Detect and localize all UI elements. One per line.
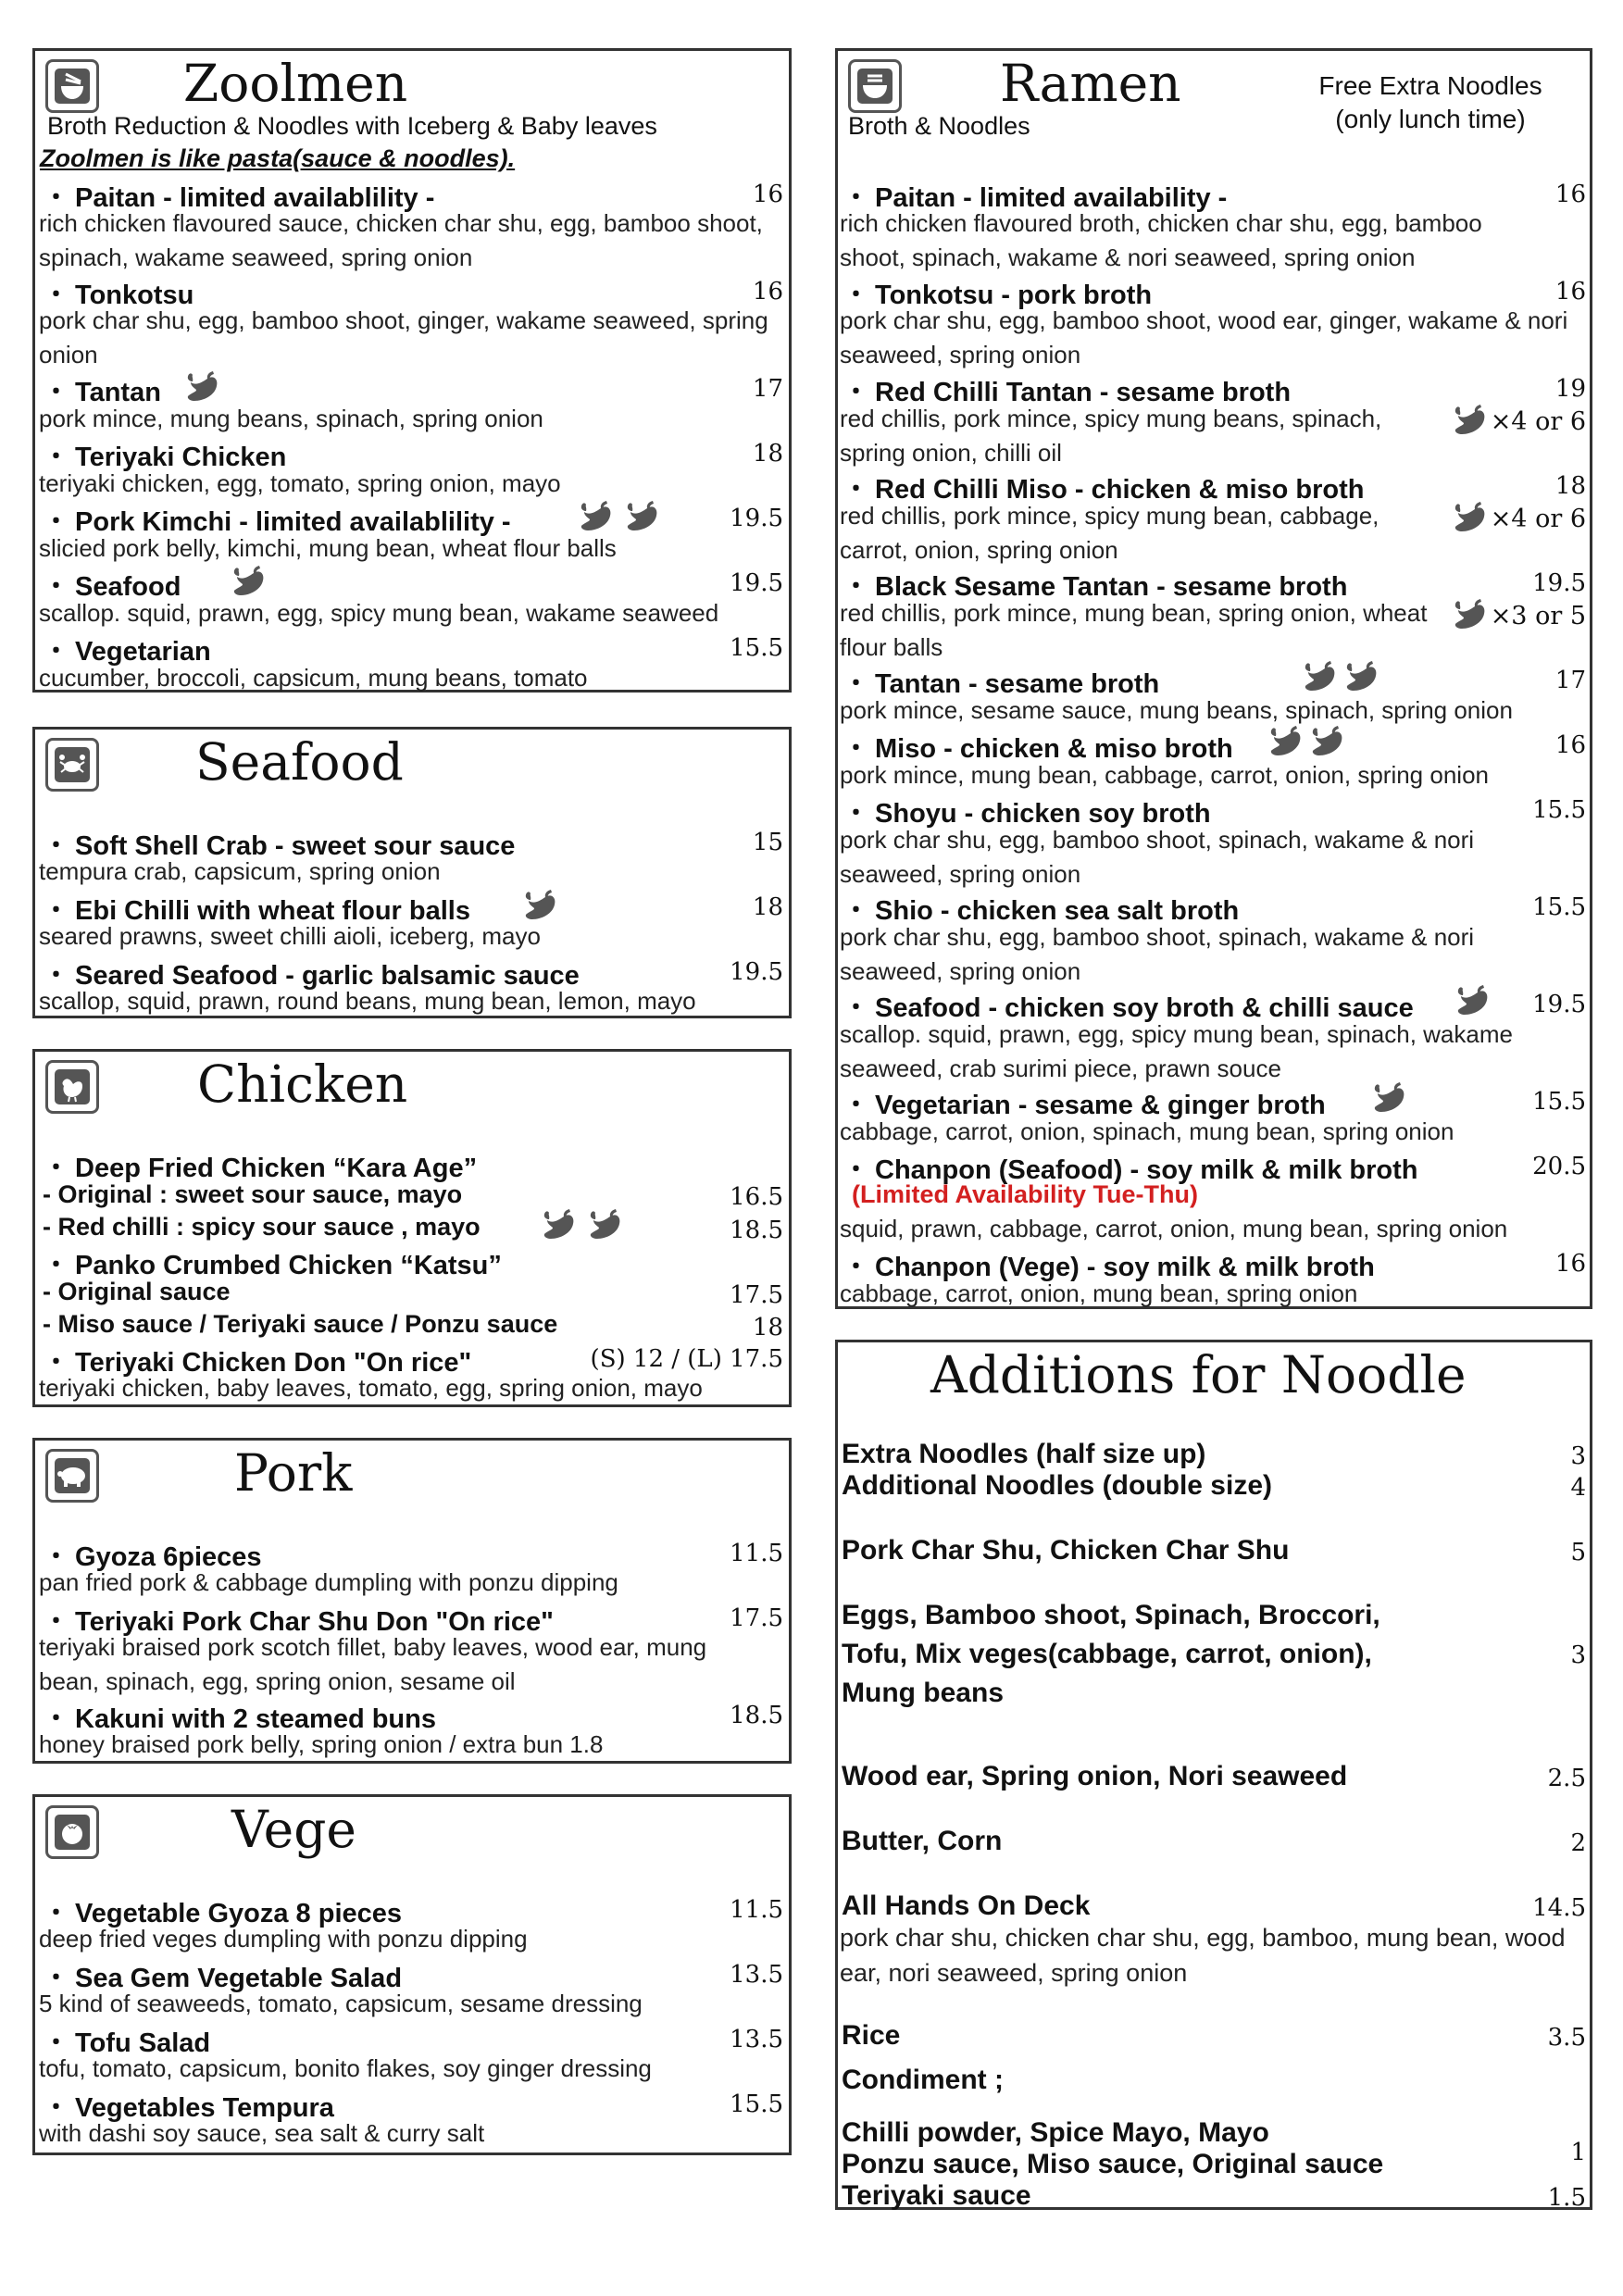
menu-item-desc: teriyaki braised pork scotch fillet, baby leaves, wood ear, mung bean, spinach, egg, spring onion, sesame oil [39, 1633, 707, 1695]
menu-item-price: 15.5 [1532, 1088, 1586, 1116]
menu-item-name: ・ Teriyaki Chicken [43, 443, 287, 472]
menu-item-variant: - Miso sauce / Teriyaki sauce / Ponzu sauce [43, 1310, 558, 1338]
addition-name: Ponzu sauce, Miso sauce, Original sauce [842, 2149, 1384, 2179]
menu-item-name: ・ Vegetable Gyoza 8 pieces [43, 1899, 403, 1928]
menu-item-price: 17.5 [730, 1281, 783, 1309]
vege-section [32, 1794, 792, 2155]
chili-icon [521, 888, 558, 923]
menu-item-price: 18 [1554, 472, 1586, 500]
addition-price: 3 [1570, 1442, 1586, 1470]
menu-item-price: 13.5 [730, 1961, 783, 1989]
menu-item-desc: seared prawns, sweet chilli aioli, iceberg, mayo [39, 922, 541, 950]
chili-icon [623, 499, 660, 534]
menu-item-desc: teriyaki chicken, egg, tomato, spring onion, mayo [39, 469, 561, 497]
menu-item-name: ・ Tonkotsu - pork broth [843, 281, 1153, 310]
menu-item-desc: scallop. squid, prawn, egg, spicy mung bean, wakame seaweed [39, 599, 719, 627]
menu-item-name: ・ Chanpon (Vege) - soy milk & milk broth [843, 1253, 1375, 1282]
section-note: Zoolmen is like pasta(sauce & noodles). [40, 144, 516, 172]
chili-count: ×4 or 6 [1490, 407, 1586, 436]
addition-name: Additional Noodles (double size) [842, 1470, 1272, 1501]
menu-item-desc: scallop. squid, prawn, egg, spicy mung bean, spinach, wakame seaweed, crab surimi piece, prawn souce [840, 1020, 1513, 1082]
addition-price: 2.5 [1547, 1765, 1586, 1792]
seafood-section [32, 727, 792, 1018]
free-noodles-line: (only lunch time) [1335, 105, 1526, 133]
free-noodles-line: Free Extra Noodles [1318, 71, 1542, 100]
ramen-section [835, 48, 1592, 1309]
zoolmen-section [32, 48, 792, 693]
menu-item-desc: pork mince, mung bean, cabbage, carrot, onion, spring onion [840, 761, 1489, 789]
chili-icon [183, 369, 220, 405]
menu-item-desc: cabbage, carrot, onion, spinach, mung bean, spring onion [840, 1117, 1454, 1145]
menu-item-price: 19 [1554, 375, 1586, 403]
menu-item-desc: red chillis, pork mince, spicy mung beans, spinach, spring onion, chilli oil [840, 405, 1382, 467]
chili-icon [1301, 659, 1338, 694]
addition-price: 14.5 [1532, 1894, 1586, 1922]
chili-icon [1451, 403, 1488, 438]
chili-icon [577, 499, 614, 534]
menu-item-price: 16 [1554, 1250, 1586, 1278]
menu-item-price: 18.5 [730, 1217, 783, 1244]
menu-item-price: 11.5 [730, 1540, 783, 1567]
menu-item-desc: 5 kind of seaweeds, tomato, capsicum, sesame dressing [39, 1990, 643, 2017]
menu-item-name: ・ Tonkotsu [43, 281, 194, 310]
menu-item-price: 19.5 [730, 958, 783, 986]
chili-icon [1451, 500, 1488, 535]
menu-item-name: ・ Vegetarian - sesame & ginger broth [843, 1091, 1326, 1120]
menu-item-desc: tofu, tomato, capsicum, bonito flakes, soy ginger dressing [39, 2054, 652, 2082]
menu-item-name: ・ Seafood - chicken soy broth & chilli sauce [843, 993, 1414, 1023]
menu-item-price: 19.5 [730, 569, 783, 597]
menu-item-price: 16 [1554, 731, 1586, 759]
menu-item-price: 11.5 [730, 1896, 783, 1924]
chili-icon [1342, 659, 1380, 694]
chili-icon [1267, 724, 1304, 759]
addition-name: Rice [842, 2020, 901, 2051]
menu-item-price: 16 [1554, 181, 1586, 208]
menu-item-name: ・ Seafood [43, 572, 181, 602]
chili-icon [1370, 1080, 1407, 1116]
addition-name: Pork Char Shu, Chicken Char Shu [842, 1535, 1290, 1566]
pig-icon [45, 1449, 99, 1503]
addition-name: Condiment ; [842, 2065, 1004, 2095]
menu-item-name: ・ Seared Seafood - garlic balsamic sauce [43, 961, 580, 991]
menu-item-price: 18 [752, 1314, 783, 1341]
pork-section [32, 1438, 792, 1764]
menu-item-variant: - Original sauce [43, 1278, 231, 1305]
chili-count: ×3 or 5 [1490, 602, 1586, 630]
menu-item-desc: slicied pork belly, kimchi, mung bean, wheat flour balls [39, 534, 617, 562]
menu-item-price: 16 [752, 181, 783, 208]
addition-desc: pork char shu, chicken char shu, egg, bamboo, mung bean, wood ear, nori seaweed, spring onion [840, 1924, 1566, 1987]
section-title: Vege [231, 1800, 356, 1859]
menu-item-desc: tempura crab, capsicum, spring onion [39, 857, 441, 885]
menu-item-name: ・ Sea Gem Vegetable Salad [43, 1964, 403, 1993]
addition-name: All Hands On Deck [842, 1890, 1091, 1921]
addition-price: 5 [1570, 1539, 1586, 1566]
menu-item-price: 15.5 [1532, 893, 1586, 921]
menu-item-price: 20.5 [1532, 1153, 1586, 1180]
menu-item-desc: pork char shu, egg, bamboo shoot, spinach, wakame & nori seaweed, spring onion [840, 923, 1475, 985]
menu-item-name: ・ Miso - chicken & miso broth [843, 734, 1233, 764]
menu-item-price: 18 [752, 440, 783, 468]
addition-name: Teriyaki sauce [842, 2180, 1031, 2211]
chicken-icon [45, 1060, 99, 1114]
menu-item-desc: rich chicken flavoured sauce, chicken char shu, egg, bamboo shoot, spinach, wakame seaweed, spring onion [39, 209, 763, 271]
menu-item-name: ・ Soft Shell Crab - sweet sour sauce [43, 831, 516, 861]
menu-item-desc: pan fried pork & cabbage dumpling with ponzu dipping [39, 1568, 618, 1596]
menu-item-price: 17 [1554, 667, 1586, 694]
menu-item-name: ・ Gyoza 6pieces [43, 1542, 262, 1572]
menu-item-name: ・ Vegetables Tempura [43, 2093, 334, 2123]
chili-icon [1454, 983, 1491, 1018]
section-subtitle: Broth & Noodles [848, 112, 1030, 140]
menu-item-name: ・ Ebi Chilli with wheat flour balls [43, 896, 470, 926]
menu-item-name: ・ Vegetarian [43, 637, 211, 667]
addition-name: Tofu, Mix veges(cabbage, carrot, onion), [842, 1639, 1372, 1669]
menu-item-name: ・ Teriyaki Chicken Don "On rice" [43, 1348, 472, 1378]
menu-item-price: (S) 12 / (L) 17.5 [590, 1345, 783, 1373]
menu-item-price: 16 [752, 278, 783, 306]
menu-item-price: 15.5 [1532, 796, 1586, 824]
addition-name: Extra Noodles (half size up) [842, 1439, 1206, 1469]
free-noodles-note [1292, 69, 1569, 136]
addition-name: Eggs, Bamboo shoot, Spinach, Broccori, [842, 1600, 1380, 1630]
menu-item-price: 15 [752, 829, 783, 856]
menu-item-name: ・ Pork Kimchi - limited availablility - [43, 507, 511, 537]
menu-item-price: 18 [752, 893, 783, 921]
menu-item-desc: teriyaki chicken, baby leaves, tomato, egg, spring onion, mayo [39, 1374, 703, 1402]
menu-item-name: ・ Shoyu - chicken soy broth [843, 799, 1211, 829]
menu-item-name: ・ Paitan - limited availability - [843, 183, 1228, 213]
menu-item-price: 17 [752, 375, 783, 403]
menu-item-name: ・ Red Chilli Tantan - sesame broth [843, 378, 1292, 407]
menu-item-name: ・ Deep Fried Chicken “Kara Age” [43, 1154, 478, 1183]
menu-item-price: 19.5 [1532, 991, 1586, 1018]
menu-item-desc: scallop, squid, prawn, round beans, mung bean, lemon, mayo [39, 987, 696, 1015]
menu-item-desc: pork char shu, egg, bamboo shoot, spinach, wakame & nori seaweed, spring onion [840, 826, 1475, 888]
chili-count: ×4 or 6 [1490, 505, 1586, 533]
chicken-section [32, 1049, 792, 1407]
section-subtitle: Broth Reduction & Noodles with Iceberg & Baby leaves [47, 112, 657, 140]
menu-item-price: 15.5 [730, 2090, 783, 2118]
menu-item-name: ・ Chanpon (Seafood) - soy milk & milk broth [843, 1155, 1418, 1185]
menu-item-desc: squid, prawn, cabbage, carrot, onion, mung bean, spring onion [840, 1215, 1508, 1242]
menu-item-price: 16 [1554, 278, 1586, 306]
addition-name: Chilli powder, Spice Mayo, Mayo [842, 2117, 1269, 2148]
menu-item-name: ・ Red Chilli Miso - chicken & miso broth [843, 475, 1365, 505]
menu-item-price: 19.5 [730, 505, 783, 532]
menu-item-variant: - Red chilli : spicy sour sauce , mayo [43, 1213, 481, 1241]
menu-item-desc: deep fried veges dumpling with ponzu dipping [39, 1925, 528, 1953]
addition-price: 4 [1570, 1474, 1586, 1502]
section-title: Zoolmen [183, 54, 408, 113]
menu-item-desc: with dashi soy sauce, sea salt & curry salt [39, 2119, 485, 2147]
menu-item-desc: red chillis, pork mince, mung bean, spring onion, wheat flour balls [840, 599, 1428, 661]
crab-icon [45, 738, 99, 792]
chili-icon [586, 1207, 623, 1242]
chili-icon [230, 564, 267, 599]
menu-item-name: ・ Teriyaki Pork Char Shu Don "On rice" [43, 1607, 554, 1637]
chili-icon [1451, 597, 1488, 632]
menu-item-desc: honey braised pork belly, spring onion / extra bun 1.8 [39, 1730, 604, 1758]
noodle-bowl-icon [45, 59, 99, 113]
menu-item-variant: - Original : sweet sour sauce, mayo [43, 1180, 463, 1208]
menu-item-name: ・ Tantan [43, 378, 161, 407]
menu-item-price: 17.5 [730, 1604, 783, 1632]
menu-item-name: ・ Kakuni with 2 steamed buns [43, 1704, 436, 1734]
additions-section [835, 1340, 1592, 2210]
chili-icon [1308, 724, 1345, 759]
tomato-icon [45, 1805, 99, 1859]
menu-item-price: 19.5 [1532, 569, 1586, 597]
menu-item-name: ・ Black Sesame Tantan - sesame broth [843, 572, 1348, 602]
menu-item-desc: pork char shu, egg, bamboo shoot, ginger, wakame seaweed, spring onion [39, 306, 768, 368]
menu-item-desc: pork char shu, egg, bamboo shoot, wood ear, ginger, wakame & nori seaweed, spring onion [840, 306, 1568, 368]
section-title: Chicken [197, 1054, 408, 1114]
menu-item-desc: pork mince, mung beans, spinach, spring onion [39, 405, 543, 432]
menu-item-name: ・ Panko Crumbed Chicken “Katsu” [43, 1251, 502, 1280]
addition-price: 3.5 [1547, 2024, 1586, 2052]
menu-item-desc: rich chicken flavoured broth, chicken char shu, egg, bamboo shoot, spinach, wakame & nori seaweed, spring onion [840, 209, 1482, 271]
limited-availability-note: (Limited Availability Tue-Thu) [852, 1180, 1199, 1208]
menu-item-price: 18.5 [730, 1702, 783, 1729]
menu-item-price: 13.5 [730, 2026, 783, 2053]
chili-icon [540, 1207, 577, 1242]
menu-item-price: 15.5 [730, 634, 783, 662]
section-title: Seafood [195, 732, 404, 792]
menu-item-desc: cabbage, carrot, onion, mung bean, spring onion [840, 1279, 1358, 1307]
addition-price: 1.5 [1547, 2184, 1586, 2212]
section-title: Ramen [1000, 54, 1181, 113]
menu-item-name: ・ Tantan - sesame broth [843, 669, 1160, 699]
addition-price: 1 [1570, 2139, 1586, 2166]
menu-item-name: ・ Shio - chicken sea salt broth [843, 896, 1240, 926]
addition-name: Mung beans [842, 1678, 1005, 1708]
section-title: Additions for Noodle [930, 1345, 1467, 1404]
menu-item-desc: pork mince, sesame sauce, mung beans, spinach, spring onion [840, 696, 1513, 724]
ramen-bowl-icon [848, 59, 902, 113]
menu-item-desc: cucumber, broccoli, capsicum, mung beans, tomato [39, 664, 588, 692]
addition-price: 3 [1570, 1641, 1586, 1669]
addition-price: 2 [1570, 1829, 1586, 1857]
menu-item-name: ・ Paitan - limited availablility - [43, 183, 435, 213]
menu-item-price: 16.5 [730, 1183, 783, 1211]
section-title: Pork [234, 1443, 353, 1503]
addition-name: Butter, Corn [842, 1826, 1003, 1856]
menu-item-desc: red chillis, pork mince, spicy mung bean, cabbage, carrot, onion, spring onion [840, 502, 1380, 564]
menu-item-name: ・ Tofu Salad [43, 2028, 211, 2058]
addition-name: Wood ear, Spring onion, Nori seaweed [842, 1761, 1348, 1791]
